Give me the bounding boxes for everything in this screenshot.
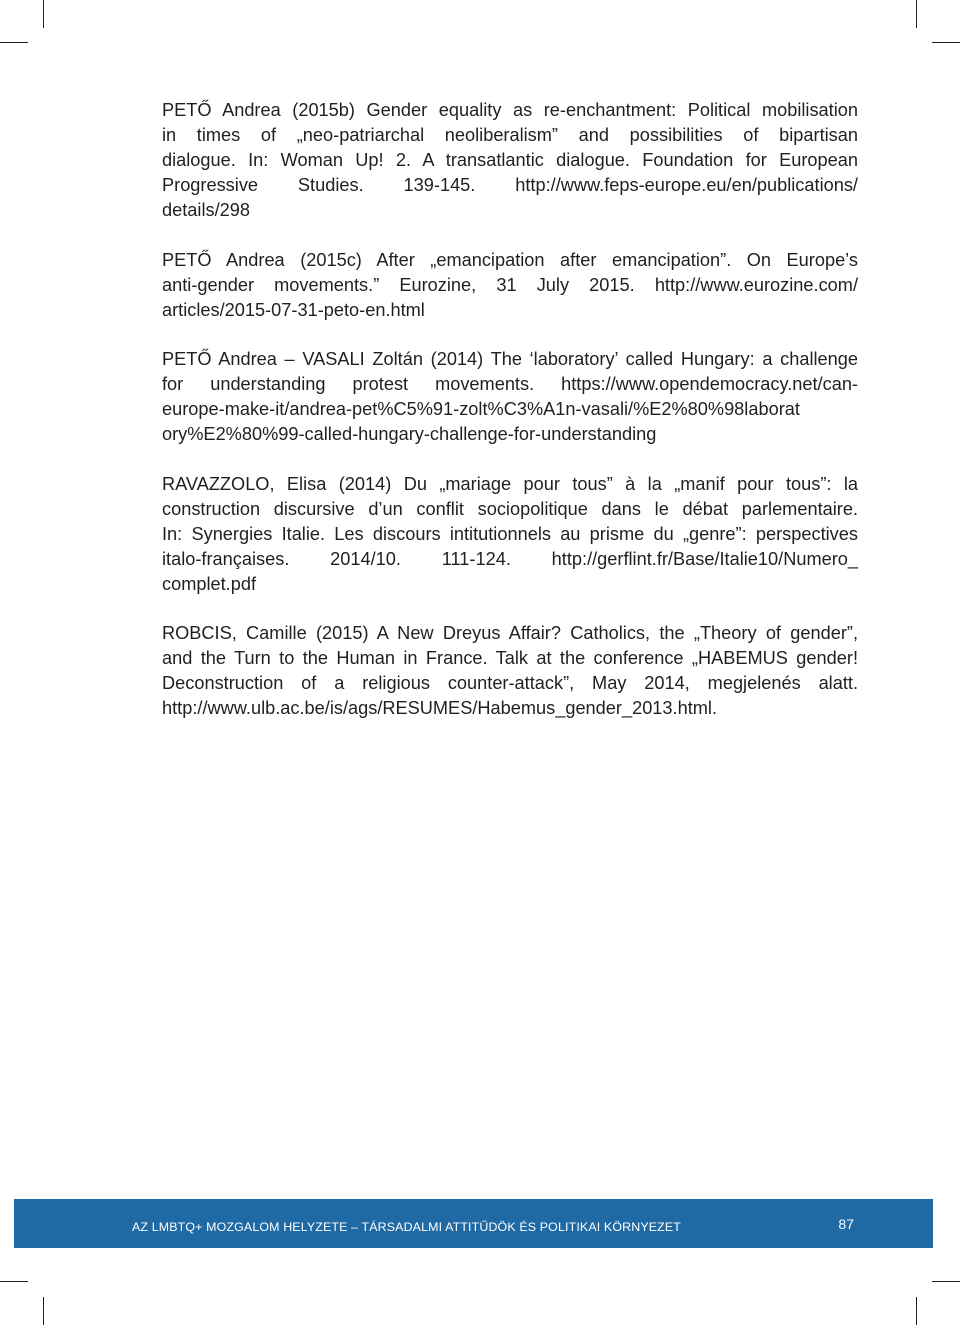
reference-list (162, 98, 858, 746)
reference-line: RAVAZZOLO, Elisa (2014) Du „mariage pour tous” à la „manif pour tous”: la (162, 473, 858, 494)
reference-line: construction discursive d’un conflit sociopolitique dans le débat parlementaire. (162, 498, 858, 519)
reference-line: and the Turn to the Human in France. Talk at the conference „HABEMUS gender! (162, 648, 858, 668)
reference-entry (162, 347, 858, 447)
crop-mark-top-right-horizontal (932, 42, 960, 43)
reference-line: In: Synergies Italie. Les discours intitutionnels au prisme du „genre”: perspectives (162, 523, 858, 544)
reference-entry (162, 98, 858, 223)
reference-line: PETŐ Andrea – VASALI Zoltán (2014) The ‘laboratory’ called Hungary: a challenge (162, 349, 858, 369)
reference-line: PETŐ Andrea (2015b) Gender equality as re-enchantment: Political mobilisation (162, 100, 858, 120)
reference-line: details/298 (162, 200, 250, 220)
reference-entry (162, 621, 858, 721)
crop-mark-bottom-right-vertical (916, 1297, 917, 1325)
reference-line: italo-françaises. 2014/10. 111-124. http://gerflint.fr/Base/Italie10/Numero_ (162, 548, 858, 569)
reference-line: http://www.ulb.ac.be/is/ags/RESUMES/Habemus_gender_2013.html. (162, 698, 718, 718)
reference-line: in times of „neo-patriarchal neoliberalism” and possibilities of bipartisan (162, 125, 858, 145)
page-number: 87 (838, 1216, 854, 1232)
reference-line: ory%E2%80%99-called-hungary-challenge-for-understanding (162, 424, 657, 444)
crop-mark-bottom-left-vertical (43, 1297, 44, 1325)
reference-line: dialogue. In: Woman Up! 2. A transatlantic dialogue. Foundation for European (162, 150, 858, 170)
reference-line: europe-make-it/andrea-pet%C5%91-zolt%C3%A1n-vasali/%E2%80%98laborat (162, 399, 800, 419)
reference-line: PETŐ Andrea (2015c) After „emancipation after emancipation”. On Europe’s (162, 249, 858, 270)
reference-entry (162, 472, 858, 597)
reference-line: anti-gender movements.” Eurozine, 31 July 2015. http://www.eurozine.com/ (162, 274, 858, 295)
reference-entry (162, 248, 858, 323)
reference-line: articles/2015-07-31-peto-en.html (162, 299, 425, 320)
crop-mark-bottom-left-horizontal (0, 1281, 28, 1282)
crop-mark-bottom-right-horizontal (932, 1281, 960, 1282)
reference-line: complet.pdf (162, 573, 257, 594)
crop-mark-top-left-horizontal (0, 42, 28, 43)
reference-line: ROBCIS, Camille (2015) A New Dreyus Affair? Catholics, the „Theory of gender”, (162, 623, 858, 643)
reference-line: Progressive Studies. 139-145. http://www.feps-europe.eu/en/publications/ (162, 175, 858, 195)
crop-mark-top-right-vertical (916, 0, 917, 28)
footer-title: AZ LMBTQ+ MOZGALOM HELYZETE – TÁRSADALMI ATTITŰDÖK ÉS POLITIKAI KÖRNYEZET (132, 1220, 682, 1234)
footer-bar (14, 1199, 933, 1248)
reference-line: Deconstruction of a religious counter-attack”, May 2014, megjelenés alatt. (162, 673, 858, 693)
reference-line: for understanding protest movements. https://www.opendemocracy.net/can- (162, 374, 858, 394)
crop-mark-top-left-vertical (43, 0, 44, 28)
